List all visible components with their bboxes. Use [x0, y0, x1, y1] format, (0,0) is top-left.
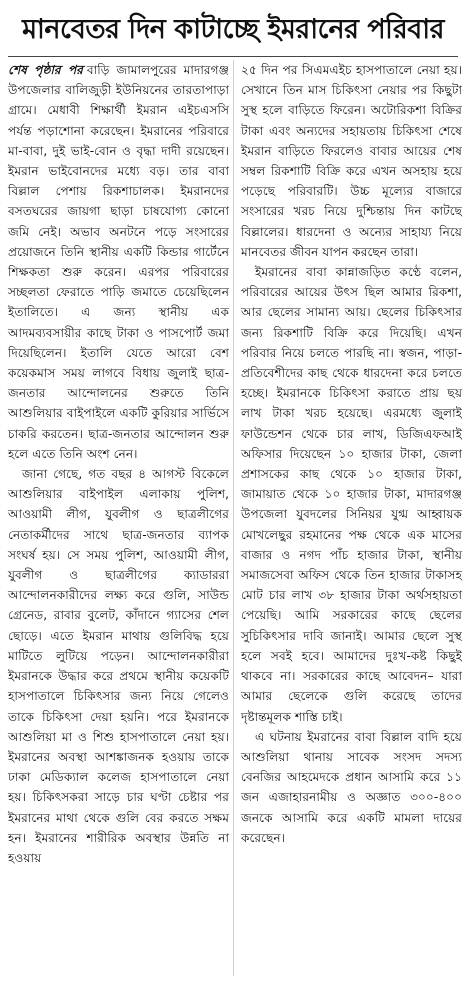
paragraph [8, 60, 229, 464]
kicker: শেষ পৃষ্ঠার পর [8, 63, 83, 77]
paragraph: ২৫ দিন পর সিএমএইচ হাসপাতালে নেয়া হয়। সেখানে তিন মাস চিকিৎসা নেয়ার পর কিছুটা সুস্থ হলে বাড়িতে ফিরেন। অটোরিকশা বিক্রির টাকা এবং অন্যদের সহায়তায় চিকিৎসা শেষে ইমরান বাড়িতে ফিরলেও বাবার আয়ের শেষ সম্বল রিকশাটি বিক্রি করে এখন অসহায় হয়ে পড়েছে পরিবারটি। উচ্চ মূল্যের বাজারে সংসারের খরচ নিয়ে দুশ্চিন্তায় দিন কাটছে বিল্লালের। ধারদেনা ও অন্যের সাহায্য নিয়ে মানবেতর জীবন যাপন করছেন তারা। [241, 63, 462, 259]
article-column-right [241, 60, 462, 848]
paragraph: ইমরানের বাবা কান্নাজড়িত কণ্ঠে বলেন, পরিবারের আয়ের উৎস ছিল আমার রিকশা, আর ছেলের সামান্য আয়। ছেলের চিকিৎসার জন্য রিকশাটি বিক্রি করে দিয়েছি। এখন পরিবার নিয়ে চলতে পারছি না। স্বজন, পাড়া-প্রতিবেশীদের কাছ থেকে ধারদেনা করে চলতে হচ্ছে। ইমরানকে চিকিৎসা করাতে প্রায় ছয় লাখ টাকা খরচ হয়েছে। এরমধ্যে জুলাই ফাউন্ডেশন থেকে চার লাখ, ডিজিএফআই অফিসার দিয়েছেন ১০ হাজার টাকা, জেলা প্রশাসকের কাছ থেকে ১০ হাজার টাকা, জামায়াত থেকে ১০ হাজার টাকা, মাদারগঞ্জ উপজেলা যুবদলের সিনিয়র যুগ্ম আহ্বায়ক মোখলেছুর রহমানের পক্ষ থেকে এক মাসের বাজার ও নগদ পাঁচ হাজার টাকা, স্থানীয় সমাজসেবা অফিস থেকে তিন হাজার টাকাসহ মোট চার লাখ ৩৮ হাজার টাকা অর্থসহায়তা পেয়েছি। আমি সরকারের কাছে ছেলের সুচিকিৎসার দাবি জানাই। আমার ছেলে সুস্থ হলে সবই হবে। আমাদের দুঃখ-কষ্ট কিছুই থাকবে না। সরকারের কাছে আবেদন– যারা আমার ছেলেকে গুলি করেছে তাদের দৃষ্টান্তমূলক শাস্তি চাই। [241, 265, 462, 724]
paragraph: এ ঘটনায় ইমরানের বাবা বিল্লাল বাদি হয়ে আশুলিয়া থানায় সাবেক সংসদ সদস্য বেনজির আহমেদকে প্রধান আসামি করে ১১ জন এজাহারনামীয় ও অজ্ঞাত ৩০০-৪০০ জনকে আসামি করে একটি মামলা দায়ের করেছেন। [241, 729, 462, 845]
paragraph: জানা গেছে, গত বছর ৪ আগস্ট বিকেলে আশুলিয়ার বাইপাইল এলাকায় পুলিশ, আওয়ামী লীগ, যুবলীগ ও ছাত্রলীগের নেতাকর্মীদের সাথে ছাত্র-জনতার ব্যাপক সংঘর্ষ হয়। সে সময় পুলিশ, আওয়ামী লীগ, যুবলীগ ও ছাত্রলীগের ক্যাডাররা আন্দোলনকারীদের লক্ষ্য করে গুলি, সাউন্ড গ্রেনেড, রাবার বুলেট, কাঁদানে গ্যাসের শেল ছোড়ে। এতে ইমরান মাথায় গুলিবিদ্ধ হয়ে মাটিতে লুটিয়ে পড়েন। আন্দোলনকারীরা ইমরানকে উদ্ধার করে প্রথমে স্থানীয় কয়েকটি হাসপাতালে চিকিৎসার জন্য নিয়ে গেলেও তাকে চিকিৎসা দেয়া হয়নি। পরে ইমরানকে আশুলিয়া মা ও শিশু হাসপাতালে নেয়া হয়। ইমরানের অবস্থা আশঙ্কাজনক হওয়ায় তাকে ঢাকা মেডিক্যাল কলেজ হাসপাতালে নেয়া হয়। চিকিৎসকরা সাড়ে চার ঘণ্টা চেষ্টার পর ইমরানের মাথা থেকে গুলি বের করতে সক্ষম হন। ইমরানের শারীরিক অবস্থার উন্নতি না হওয়ায় [8, 467, 229, 865]
headline-rule [8, 56, 458, 57]
column-divider [233, 60, 234, 976]
headline: মানবেতর দিন কাটাচ্ছে ইমরানের পরিবার [22, 14, 444, 45]
article-column-left [8, 60, 229, 868]
paragraph-text: বাড়ি জামালপুরের মাদারগঞ্জ উপজেলার বালিজুড়ী ইউনিয়নের তারতাপাড়া গ্রামে। মেধাবী শিক্ষার্থী ইমরান এইচএসসি পর্যন্ত পড়াশোনা করেছেন। ইমরানের পরিবারে মা-বাবা, দুই ভাই-বোন ও বৃদ্ধা দাদী রয়েছেন। ইমরান ভাইবোনদের মধ্যে বড়। তার বাবা বিল্লাল পেশায় রিকশাচালক। ইমরানদের বসতঘরের জায়গা ছাড়া চাষযোগ্য কোনো জমি নেই। অভাব অনটনে পড়ে সংসারের প্রয়োজনে তিনি স্থানীয় একটি কিন্ডার গার্টেনে শিক্ষকতা শুরু করেন। এরপর পরিবারের সচ্ছলতা ফেরাতে পাড়ি জমাতে চেয়েছিলেন ইতালিতে। এ জন্য স্থানীয় এক আদমব্যবসায়ীর কাছে টাকা ও পাসপোর্ট জমা দিয়েছিলেন। ইতালি যেতে আরো বেশ কয়েকমাস সময় লাগবে বিধায় জুলাই ছাত্র-জনতার আন্দোলনের শুরুতে তিনি আশুলিয়ার বাইপাইলে একটি কুরিয়ার সার্ভিসে চাকরি করতেন। ছাত্র-জনতার আন্দোলন শুরু হলে এতে তিনি অংশ নেন। [8, 63, 230, 461]
